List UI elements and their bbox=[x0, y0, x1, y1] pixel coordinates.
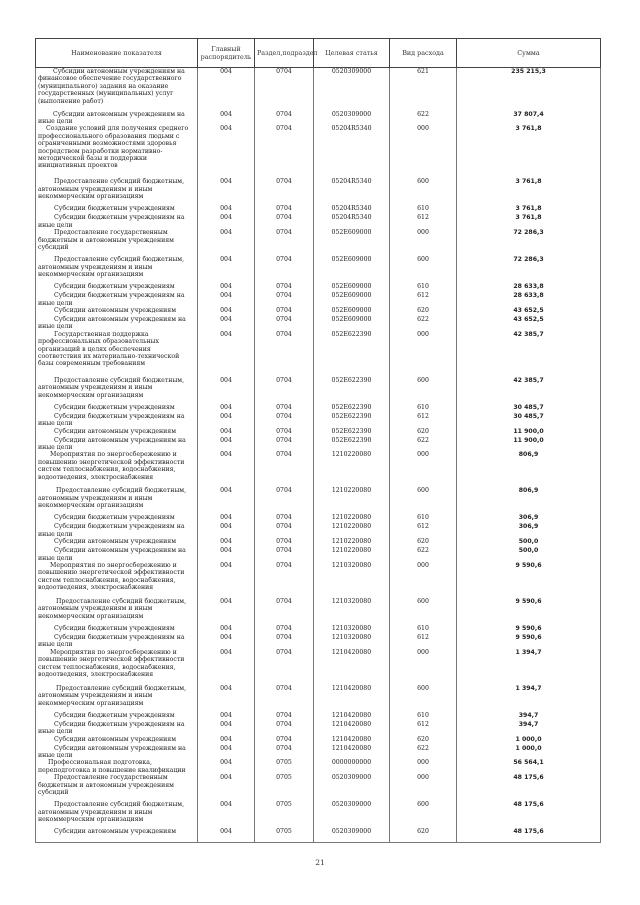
row-name: Субсидии бюджетным учреждениям на иные цели bbox=[36, 721, 198, 736]
row-sum: 3 761,8 bbox=[457, 178, 601, 205]
table-row bbox=[36, 111, 601, 126]
row-razdel: 0704 bbox=[255, 307, 314, 316]
row-vr: 000 bbox=[390, 759, 457, 774]
row-glav: 004 bbox=[198, 759, 255, 774]
row-vr: 620 bbox=[390, 538, 457, 547]
row-vr: 610 bbox=[390, 514, 457, 523]
row-razdel: 0705 bbox=[255, 774, 314, 801]
row-cst: 1210420080 bbox=[314, 721, 390, 736]
row-razdel: 0704 bbox=[255, 377, 314, 404]
row-razdel: 0705 bbox=[255, 759, 314, 774]
row-vr: 000 bbox=[390, 562, 457, 598]
row-razdel: 0704 bbox=[255, 229, 314, 256]
table-row bbox=[36, 547, 601, 562]
row-name: Предоставление субсидий бюджетным, автономным учреждениям и иным некоммерческим организациям bbox=[36, 487, 198, 514]
row-razdel: 0704 bbox=[255, 547, 314, 562]
row-name: Мероприятия по энергосбережению и повышению энергетической эффективности систем теплоснабжения, водоснабжения, водоотведения, электроснабжения bbox=[36, 562, 198, 598]
row-glav: 004 bbox=[198, 634, 255, 649]
row-name: Предоставление субсидий бюджетным, автономным учреждениям и иным некоммерческим организациям bbox=[36, 801, 198, 828]
row-glav: 004 bbox=[198, 413, 255, 428]
row-vr: 610 bbox=[390, 712, 457, 721]
row-name: Субсидии автономным учреждениям на иные цели bbox=[36, 547, 198, 562]
row-cst: 052E609000 bbox=[314, 307, 390, 316]
row-vr: 610 bbox=[390, 283, 457, 292]
table-row bbox=[36, 68, 601, 111]
row-razdel: 0704 bbox=[255, 451, 314, 487]
row-razdel: 0704 bbox=[255, 178, 314, 205]
row-cst: 0520309000 bbox=[314, 774, 390, 801]
row-vr: 612 bbox=[390, 413, 457, 428]
row-vr: 000 bbox=[390, 451, 457, 487]
row-vr: 622 bbox=[390, 437, 457, 452]
row-name: Предоставление государственным бюджетным и автономным учреждениям субсидий bbox=[36, 229, 198, 256]
table-row bbox=[36, 178, 601, 205]
row-name: Создание условий для получения среднего профессионального образования людьми с ограниченными возможностями здоровья посредством разработки нормативно-методической базы и поддержки инициативных проектов bbox=[36, 125, 198, 178]
row-name: Субсидии бюджетным учреждениям bbox=[36, 404, 198, 413]
table-row bbox=[36, 451, 601, 487]
row-glav: 004 bbox=[198, 801, 255, 828]
row-glav: 004 bbox=[198, 774, 255, 801]
row-name: Государственная поддержка профессиональных образовательных организаций в целях обеспечения соответствия их материально-технической базы современным требованиям bbox=[36, 331, 198, 377]
row-razdel: 0704 bbox=[255, 634, 314, 649]
row-glav: 004 bbox=[198, 451, 255, 487]
row-vr: 600 bbox=[390, 256, 457, 283]
table-row bbox=[36, 413, 601, 428]
row-cst: 052E622390 bbox=[314, 331, 390, 377]
table-row bbox=[36, 331, 601, 377]
row-name: Субсидии автономным учреждениям bbox=[36, 307, 198, 316]
row-razdel: 0704 bbox=[255, 712, 314, 721]
row-glav: 004 bbox=[198, 377, 255, 404]
row-glav: 004 bbox=[198, 523, 255, 538]
row-cst: 0520309000 bbox=[314, 801, 390, 828]
table-row bbox=[36, 759, 601, 774]
row-cst: 1210420080 bbox=[314, 712, 390, 721]
row-glav: 004 bbox=[198, 316, 255, 331]
row-sum: 9 590,6 bbox=[457, 598, 601, 625]
row-cst: 05204R5340 bbox=[314, 125, 390, 178]
row-vr: 600 bbox=[390, 598, 457, 625]
row-cst: 0000000000 bbox=[314, 759, 390, 774]
row-razdel: 0704 bbox=[255, 316, 314, 331]
row-glav: 004 bbox=[198, 547, 255, 562]
row-razdel: 0704 bbox=[255, 437, 314, 452]
row-vr: 600 bbox=[390, 685, 457, 712]
row-razdel: 0704 bbox=[255, 736, 314, 745]
row-glav: 004 bbox=[198, 331, 255, 377]
table-row bbox=[36, 523, 601, 538]
row-glav: 004 bbox=[198, 625, 255, 634]
row-razdel: 0704 bbox=[255, 538, 314, 547]
row-cst: 1210420080 bbox=[314, 745, 390, 760]
row-name: Профессиональная подготовка, переподготовка и повышение квалификации bbox=[36, 759, 198, 774]
row-name: Субсидии автономным учреждениям на иные цели bbox=[36, 437, 198, 452]
row-vr: 622 bbox=[390, 111, 457, 126]
row-vr: 600 bbox=[390, 801, 457, 828]
table-row bbox=[36, 316, 601, 331]
row-sum: 500,0 bbox=[457, 538, 601, 547]
row-vr: 620 bbox=[390, 428, 457, 437]
row-cst: 052E609000 bbox=[314, 256, 390, 283]
row-vr: 622 bbox=[390, 547, 457, 562]
row-vr: 612 bbox=[390, 292, 457, 307]
row-name: Субсидии бюджетным учреждениям на иные цели bbox=[36, 634, 198, 649]
row-vr: 620 bbox=[390, 828, 457, 842]
row-sum: 9 590,6 bbox=[457, 562, 601, 598]
row-cst: 1210320080 bbox=[314, 598, 390, 625]
row-sum: 394,7 bbox=[457, 712, 601, 721]
table-header-row bbox=[36, 39, 601, 68]
row-name: Субсидии бюджетным учреждениям на иные цели bbox=[36, 214, 198, 229]
row-razdel: 0704 bbox=[255, 487, 314, 514]
row-sum: 28 633,8 bbox=[457, 292, 601, 307]
header-sum: Сумма bbox=[457, 39, 601, 68]
row-sum: 42 385,7 bbox=[457, 377, 601, 404]
table-row bbox=[36, 437, 601, 452]
row-sum: 30 485,7 bbox=[457, 404, 601, 413]
row-razdel: 0704 bbox=[255, 745, 314, 760]
row-glav: 004 bbox=[198, 562, 255, 598]
row-razdel: 0704 bbox=[255, 514, 314, 523]
row-name: Субсидии автономным учреждениям на иные цели bbox=[36, 745, 198, 760]
row-glav: 004 bbox=[198, 292, 255, 307]
row-razdel: 0704 bbox=[255, 685, 314, 712]
table-row bbox=[36, 377, 601, 404]
row-cst: 1210220080 bbox=[314, 547, 390, 562]
row-razdel: 0704 bbox=[255, 125, 314, 178]
row-razdel: 0704 bbox=[255, 111, 314, 126]
row-sum: 11 900,0 bbox=[457, 437, 601, 452]
row-cst: 1210220080 bbox=[314, 514, 390, 523]
row-name: Предоставление субсидий бюджетным, автономным учреждениям и иным некоммерческим организациям bbox=[36, 377, 198, 404]
table-row bbox=[36, 712, 601, 721]
row-sum: 806,9 bbox=[457, 487, 601, 514]
row-vr: 620 bbox=[390, 307, 457, 316]
row-name: Предоставление субсидий бюджетным, автономным учреждениям и иным некоммерческим организациям bbox=[36, 178, 198, 205]
row-sum: 43 652,5 bbox=[457, 316, 601, 331]
row-cst: 05204R5340 bbox=[314, 205, 390, 214]
row-vr: 610 bbox=[390, 625, 457, 634]
table-row bbox=[36, 828, 601, 842]
row-sum: 306,9 bbox=[457, 523, 601, 538]
header-name: Наименование показателя bbox=[36, 39, 198, 68]
row-sum: 3 761,8 bbox=[457, 214, 601, 229]
row-cst: 1210220080 bbox=[314, 487, 390, 514]
row-vr: 622 bbox=[390, 316, 457, 331]
row-sum: 1 394,7 bbox=[457, 685, 601, 712]
row-vr: 600 bbox=[390, 178, 457, 205]
row-name: Предоставление субсидий бюджетным, автономным учреждениям и иным некоммерческим организациям bbox=[36, 685, 198, 712]
row-razdel: 0704 bbox=[255, 598, 314, 625]
table-row bbox=[36, 745, 601, 760]
row-name: Субсидии бюджетным учреждениям на иные цели bbox=[36, 292, 198, 307]
table-row bbox=[36, 292, 601, 307]
row-sum: 42 385,7 bbox=[457, 331, 601, 377]
row-glav: 004 bbox=[198, 514, 255, 523]
row-glav: 004 bbox=[198, 649, 255, 685]
row-glav: 004 bbox=[198, 736, 255, 745]
row-name: Субсидии бюджетным учреждениям bbox=[36, 712, 198, 721]
row-vr: 610 bbox=[390, 404, 457, 413]
row-razdel: 0704 bbox=[255, 721, 314, 736]
row-razdel: 0704 bbox=[255, 523, 314, 538]
row-cst: 052E609000 bbox=[314, 316, 390, 331]
row-name: Субсидии бюджетным учреждениям bbox=[36, 205, 198, 214]
row-name: Предоставление государственным бюджетным и автономным учреждениям субсидий bbox=[36, 774, 198, 801]
row-cst: 1210420080 bbox=[314, 736, 390, 745]
row-glav: 004 bbox=[198, 307, 255, 316]
row-vr: 600 bbox=[390, 487, 457, 514]
table-body bbox=[36, 68, 601, 843]
budget-table bbox=[35, 38, 601, 843]
row-sum: 37 807,4 bbox=[457, 111, 601, 126]
row-name: Предоставление субсидий бюджетным, автономным учреждениям и иным некоммерческим организациям bbox=[36, 598, 198, 625]
row-sum: 9 590,6 bbox=[457, 625, 601, 634]
table-row bbox=[36, 205, 601, 214]
row-cst: 052E609000 bbox=[314, 292, 390, 307]
row-glav: 004 bbox=[198, 487, 255, 514]
row-vr: 622 bbox=[390, 745, 457, 760]
row-sum: 9 590,6 bbox=[457, 634, 601, 649]
row-glav: 004 bbox=[198, 437, 255, 452]
row-sum: 48 175,6 bbox=[457, 828, 601, 842]
row-razdel: 0704 bbox=[255, 256, 314, 283]
row-sum: 3 761,8 bbox=[457, 205, 601, 214]
row-razdel: 0704 bbox=[255, 649, 314, 685]
row-cst: 052E622390 bbox=[314, 404, 390, 413]
row-vr: 612 bbox=[390, 634, 457, 649]
header-glav: Главный распорядитель bbox=[198, 39, 255, 68]
row-glav: 004 bbox=[198, 68, 255, 111]
row-vr: 000 bbox=[390, 774, 457, 801]
row-sum: 306,9 bbox=[457, 514, 601, 523]
row-glav: 004 bbox=[198, 428, 255, 437]
row-glav: 004 bbox=[198, 598, 255, 625]
table-row bbox=[36, 514, 601, 523]
row-cst: 052E622390 bbox=[314, 413, 390, 428]
row-cst: 0520309000 bbox=[314, 828, 390, 842]
row-razdel: 0704 bbox=[255, 404, 314, 413]
row-razdel: 0704 bbox=[255, 413, 314, 428]
row-vr: 000 bbox=[390, 229, 457, 256]
row-name: Предоставление субсидий бюджетным, автономным учреждениям и иным некоммерческим организациям bbox=[36, 256, 198, 283]
row-razdel: 0704 bbox=[255, 283, 314, 292]
row-razdel: 0704 bbox=[255, 292, 314, 307]
row-name: Субсидии бюджетным учреждениям bbox=[36, 514, 198, 523]
row-vr: 000 bbox=[390, 331, 457, 377]
row-name: Субсидии автономным учреждениям bbox=[36, 538, 198, 547]
row-glav: 004 bbox=[198, 229, 255, 256]
table-row bbox=[36, 229, 601, 256]
row-sum: 30 485,7 bbox=[457, 413, 601, 428]
row-vr: 000 bbox=[390, 649, 457, 685]
row-glav: 004 bbox=[198, 256, 255, 283]
table-row bbox=[36, 428, 601, 437]
row-cst: 05204R5340 bbox=[314, 178, 390, 205]
row-sum: 1 000,0 bbox=[457, 745, 601, 760]
table-row bbox=[36, 283, 601, 292]
row-glav: 004 bbox=[198, 125, 255, 178]
row-razdel: 0704 bbox=[255, 625, 314, 634]
row-cst: 0520309000 bbox=[314, 68, 390, 111]
row-glav: 004 bbox=[198, 214, 255, 229]
row-sum: 28 633,8 bbox=[457, 283, 601, 292]
table-row bbox=[36, 774, 601, 801]
row-cst: 1210220080 bbox=[314, 451, 390, 487]
row-vr: 600 bbox=[390, 377, 457, 404]
row-razdel: 0704 bbox=[255, 214, 314, 229]
row-glav: 004 bbox=[198, 111, 255, 126]
table-row bbox=[36, 125, 601, 178]
row-cst: 1210420080 bbox=[314, 685, 390, 712]
row-cst: 052E609000 bbox=[314, 229, 390, 256]
row-sum: 11 900,0 bbox=[457, 428, 601, 437]
row-razdel: 0704 bbox=[255, 205, 314, 214]
row-sum: 72 286,3 bbox=[457, 229, 601, 256]
row-sum: 1 394,7 bbox=[457, 649, 601, 685]
row-glav: 004 bbox=[198, 712, 255, 721]
row-glav: 004 bbox=[198, 828, 255, 842]
table-row bbox=[36, 801, 601, 828]
row-cst: 052E622390 bbox=[314, 437, 390, 452]
table-row bbox=[36, 736, 601, 745]
row-cst: 052E622390 bbox=[314, 377, 390, 404]
row-name: Субсидии бюджетным учреждениям bbox=[36, 625, 198, 634]
row-vr: 620 bbox=[390, 736, 457, 745]
row-name: Субсидии автономным учреждениям bbox=[36, 736, 198, 745]
row-cst: 1210320080 bbox=[314, 625, 390, 634]
row-vr: 612 bbox=[390, 214, 457, 229]
table-row bbox=[36, 256, 601, 283]
row-glav: 004 bbox=[198, 538, 255, 547]
table-row bbox=[36, 487, 601, 514]
row-cst: 1210320080 bbox=[314, 562, 390, 598]
row-sum: 72 286,3 bbox=[457, 256, 601, 283]
row-sum: 1 000,0 bbox=[457, 736, 601, 745]
row-name: Мероприятия по энергосбережению и повышению энергетической эффективности систем теплоснабжения, водоснабжения, водоотведения, электроснабжения bbox=[36, 451, 198, 487]
row-razdel: 0705 bbox=[255, 828, 314, 842]
row-sum: 56 564,1 bbox=[457, 759, 601, 774]
row-vr: 610 bbox=[390, 205, 457, 214]
row-razdel: 0704 bbox=[255, 68, 314, 111]
row-name: Субсидии бюджетным учреждениям на иные цели bbox=[36, 523, 198, 538]
table-row bbox=[36, 307, 601, 316]
row-name: Субсидии автономным учреждениям на иные цели bbox=[36, 111, 198, 126]
row-name: Субсидии бюджетным учреждениям на иные цели bbox=[36, 413, 198, 428]
table-row bbox=[36, 649, 601, 685]
row-razdel: 0704 bbox=[255, 331, 314, 377]
row-name: Субсидии автономным учреждениям bbox=[36, 828, 198, 842]
table-row bbox=[36, 634, 601, 649]
row-name: Субсидии автономным учреждениям на иные цели bbox=[36, 316, 198, 331]
row-razdel: 0705 bbox=[255, 801, 314, 828]
row-vr: 000 bbox=[390, 125, 457, 178]
row-glav: 004 bbox=[198, 685, 255, 712]
row-sum: 806,9 bbox=[457, 451, 601, 487]
header-razdel: Раздел,подраздел bbox=[255, 39, 314, 68]
row-cst: 1210220080 bbox=[314, 523, 390, 538]
row-sum: 3 761,8 bbox=[457, 125, 601, 178]
page-number: 21 bbox=[315, 858, 325, 867]
row-name: Субсидии автономным учреждениям на финансовое обеспечение государственного (муниципального) задания на оказание государственных (муниципальных) услуг (выполнение работ) bbox=[36, 68, 198, 111]
header-vr: Вид расхода bbox=[390, 39, 457, 68]
row-sum: 48 175,6 bbox=[457, 774, 601, 801]
row-glav: 004 bbox=[198, 178, 255, 205]
table-row bbox=[36, 214, 601, 229]
table-row bbox=[36, 685, 601, 712]
row-razdel: 0704 bbox=[255, 428, 314, 437]
row-glav: 004 bbox=[198, 283, 255, 292]
row-name: Мероприятия по энергосбережению и повышению энергетической эффективности систем теплоснабжения, водоснабжения, водоотведения, электроснабжения bbox=[36, 649, 198, 685]
row-vr: 621 bbox=[390, 68, 457, 111]
row-cst: 1210320080 bbox=[314, 634, 390, 649]
row-cst: 05204R5340 bbox=[314, 214, 390, 229]
row-glav: 004 bbox=[198, 721, 255, 736]
header-cst: Целевая статья bbox=[314, 39, 390, 68]
row-cst: 0520309000 bbox=[314, 111, 390, 126]
row-sum: 43 652,5 bbox=[457, 307, 601, 316]
row-glav: 004 bbox=[198, 745, 255, 760]
table-row bbox=[36, 625, 601, 634]
row-sum: 48 175,6 bbox=[457, 801, 601, 828]
row-cst: 052E609000 bbox=[314, 283, 390, 292]
row-vr: 612 bbox=[390, 721, 457, 736]
table-row bbox=[36, 538, 601, 547]
row-cst: 1210220080 bbox=[314, 538, 390, 547]
table-row bbox=[36, 598, 601, 625]
row-name: Субсидии бюджетным учреждениям bbox=[36, 283, 198, 292]
table-row bbox=[36, 562, 601, 598]
row-sum: 235 215,3 bbox=[457, 68, 601, 111]
row-glav: 004 bbox=[198, 205, 255, 214]
table-row bbox=[36, 404, 601, 413]
row-sum: 500,0 bbox=[457, 547, 601, 562]
row-sum: 394,7 bbox=[457, 721, 601, 736]
row-cst: 052E622390 bbox=[314, 428, 390, 437]
row-name: Субсидии автономным учреждениям bbox=[36, 428, 198, 437]
table-row bbox=[36, 721, 601, 736]
row-razdel: 0704 bbox=[255, 562, 314, 598]
row-vr: 612 bbox=[390, 523, 457, 538]
row-cst: 1210420080 bbox=[314, 649, 390, 685]
row-glav: 004 bbox=[198, 404, 255, 413]
